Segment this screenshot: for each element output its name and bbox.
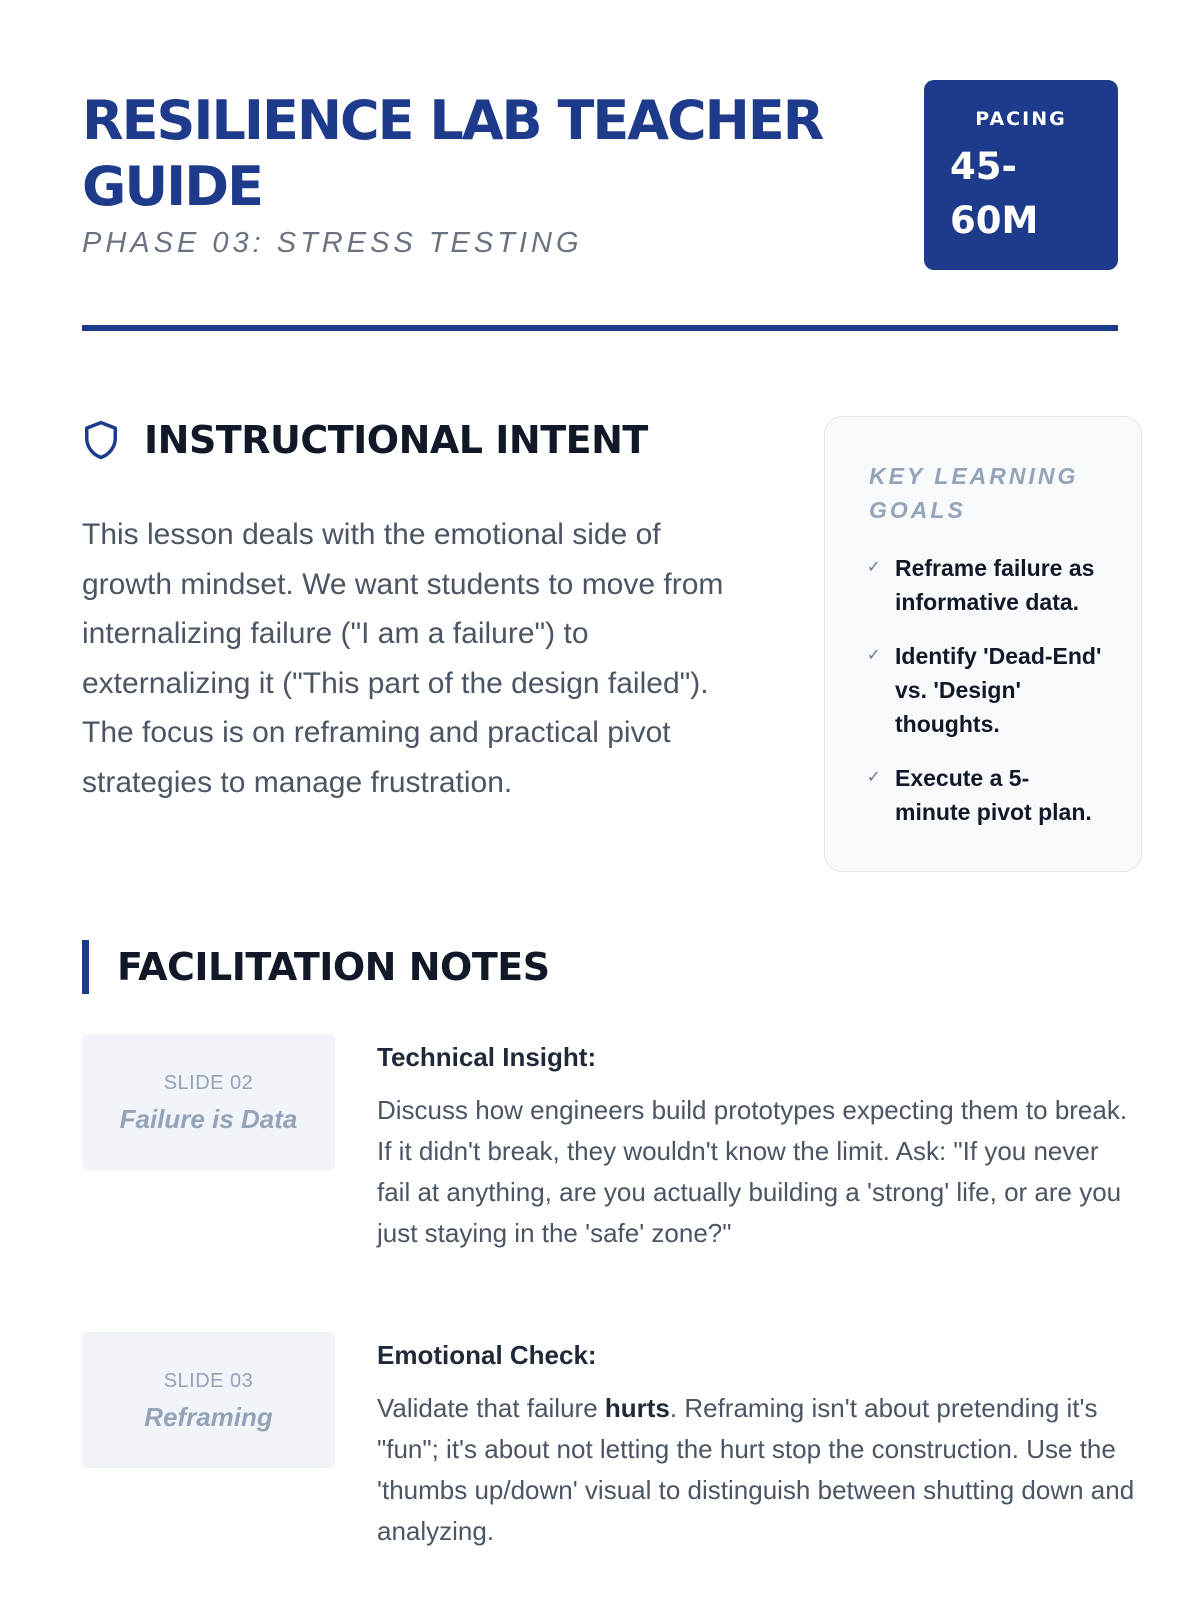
header [82, 80, 1118, 270]
goal-text: Identify 'Dead-End' vs. 'Design' thoughts. [895, 643, 1102, 737]
note-emphasis: hurts [604, 1393, 670, 1423]
check-icon: ✓ [867, 559, 881, 576]
slide-reference [82, 1034, 335, 1170]
page-title: RESILIENCE LAB TEACHER GUIDE [82, 89, 823, 218]
slide-number: SLIDE 03 [163, 1370, 254, 1392]
note-body [377, 1388, 1137, 1552]
page-subtitle: PHASE 03: STRESS TESTING [82, 227, 583, 259]
note-body-text: Validate that failure [377, 1393, 605, 1423]
section-accent-bar [82, 940, 89, 994]
note-title: Emotional Check: [377, 1340, 597, 1370]
note-body: Discuss how engineers build prototypes expecting them to break. If it didn't break, they wouldn't know the limit. Ask: "If you never fail at anything, are you actually building a 'strong' life, or are you just staying in the 'safe' zone?" [377, 1095, 1128, 1248]
shield-icon [82, 419, 120, 461]
facilitation-notes-heading [82, 940, 550, 994]
pacing-value: 45-60M [950, 145, 1039, 242]
header-divider [82, 325, 1118, 331]
note-title: Technical Insight: [377, 1042, 597, 1072]
slide-name: Failure is Data [119, 1104, 298, 1134]
goal-item [867, 639, 1107, 741]
slide-reference [82, 1332, 335, 1468]
intent-body: This lesson deals with the emotional side of growth mindset. We want students to move from internalizing failure ("I am a failure") to externalizing it ("This part of the design failed"). The focus is on reframing and practical pivot strategies to manage frustration. [82, 518, 724, 799]
pacing-label: PACING [975, 108, 1067, 130]
goals-label: KEY LEARNING GOALS [869, 463, 1079, 523]
intent-title: INSTRUCTIONAL INTENT [144, 418, 648, 462]
intent-heading [82, 418, 648, 462]
slide-number: SLIDE 02 [163, 1072, 254, 1094]
pacing-badge [924, 80, 1118, 270]
goal-text: Reframe failure as informative data. [895, 555, 1095, 615]
goal-item [867, 551, 1101, 619]
notes-title: FACILITATION NOTES [117, 945, 550, 989]
goal-item [867, 761, 1095, 829]
note-body-text: . Reframing isn't about pretending it's "fun"; it's about not letting the hurt stop the construction. Use the 'thumbs up/down' visual to distinguish between shutting down and analyzing. [377, 1393, 1135, 1546]
check-icon: ✓ [867, 769, 881, 786]
goal-text: Execute a 5-minute pivot plan. [895, 765, 1092, 825]
check-icon: ✓ [867, 647, 881, 664]
key-learning-goals-card [824, 416, 1142, 872]
slide-name: Reframing [144, 1402, 273, 1432]
